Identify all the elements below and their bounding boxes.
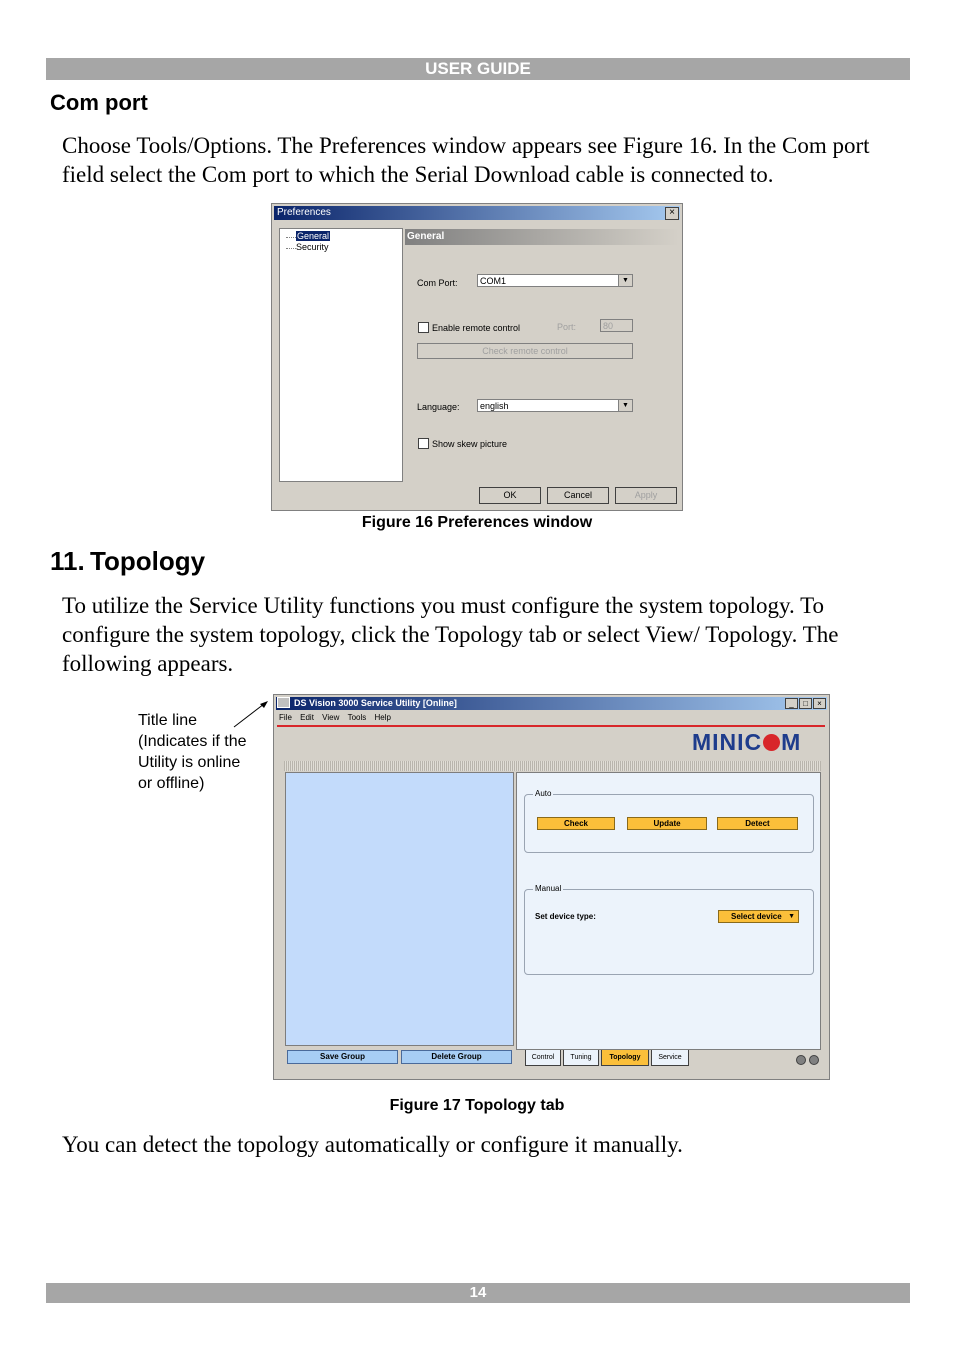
preferences-tree xyxy=(279,228,403,482)
minimize-icon[interactable]: _ xyxy=(785,698,798,709)
callout-line: (Indicates if the xyxy=(138,733,247,750)
set-device-type-label: Set device type: xyxy=(535,912,596,921)
ok-button[interactable]: OK xyxy=(479,487,541,504)
chevron-down-icon[interactable]: ▼ xyxy=(618,400,632,411)
tab-topology[interactable]: Topology xyxy=(601,1050,649,1066)
manual-group-title: Manual xyxy=(535,884,562,893)
auto-group xyxy=(524,789,814,853)
check-button[interactable]: Check xyxy=(537,817,615,830)
com-port-paragraph: Choose Tools/Options. The Preferences window appears see Figure 16. In the Com port field select the Com port to which the Serial Download cable is connected to. xyxy=(62,133,870,187)
apply-button[interactable]: Apply xyxy=(615,487,677,504)
preferences-window xyxy=(271,203,683,511)
tree-item-security[interactable]: Security xyxy=(296,242,329,252)
window-title: DS Vision 3000 Service Utility [Online] xyxy=(294,698,457,708)
tab-tuning[interactable]: Tuning xyxy=(563,1050,599,1066)
menu-file[interactable]: File xyxy=(279,713,292,722)
header-divider xyxy=(277,725,825,727)
header-bar: USER GUIDE xyxy=(46,58,910,80)
menu-edit[interactable]: Edit xyxy=(300,713,314,722)
language-value: english xyxy=(480,401,509,411)
menu-tools[interactable]: Tools xyxy=(347,713,367,722)
section-number: 11. xyxy=(50,546,85,576)
device-tree-pane[interactable] xyxy=(285,772,514,1046)
com-port-label: Com Port: xyxy=(417,278,458,288)
preferences-title-bar: Preferences xyxy=(274,206,680,220)
menu-view[interactable]: View xyxy=(322,713,340,722)
close-icon[interactable]: × xyxy=(665,207,679,220)
splitter-strip[interactable] xyxy=(284,761,821,771)
window-controls xyxy=(784,698,826,709)
callout-arrow xyxy=(230,698,272,730)
com-port-select[interactable] xyxy=(477,274,633,287)
tab-control[interactable]: Control xyxy=(525,1050,561,1066)
callout-line: Utility is online xyxy=(138,754,241,771)
check-remote-button[interactable]: Check remote control xyxy=(417,343,633,359)
language-label: Language: xyxy=(417,402,460,412)
menu-help[interactable]: Help xyxy=(374,713,391,722)
language-select[interactable] xyxy=(477,399,633,412)
page-number: 14 xyxy=(46,1283,910,1303)
minicom-logo: MINIC M xyxy=(692,729,802,755)
menu-bar xyxy=(277,712,817,724)
enable-remote-label: Enable remote control xyxy=(432,323,521,333)
cancel-button[interactable]: Cancel xyxy=(547,487,609,504)
close-icon[interactable]: × xyxy=(813,698,826,709)
enable-remote-checkbox[interactable] xyxy=(418,322,429,333)
chevron-down-icon[interactable]: ▼ xyxy=(618,275,632,286)
topology-paragraph: To utilize the Service Utility functions you must configure the system topology. To configure the system topology, click the Topology tab or select View/ Topology. The following appears. xyxy=(62,593,839,676)
maximize-icon[interactable]: □ xyxy=(799,698,812,709)
status-indicator-icon xyxy=(809,1055,819,1065)
app-icon xyxy=(277,697,290,708)
closing-paragraph: You can detect the topology automatically or configure it manually. xyxy=(62,1132,683,1157)
com-port-value: COM1 xyxy=(480,276,507,286)
ds-vision-title-bar xyxy=(276,697,827,710)
section-title: Topology xyxy=(90,546,206,576)
port-input[interactable]: 80 xyxy=(600,319,633,332)
callout-line: or offline) xyxy=(138,775,205,792)
chevron-down-icon: ▼ xyxy=(788,913,795,920)
callout-line: Title line xyxy=(138,712,197,729)
delete-group-button[interactable]: Delete Group xyxy=(401,1050,512,1064)
figure-17-caption: Figure 17 Topology tab xyxy=(389,1097,565,1114)
show-skew-label: Show skew picture xyxy=(432,439,508,449)
select-device-dropdown[interactable]: Select device ▼ xyxy=(718,910,799,923)
status-indicator-icon xyxy=(796,1055,806,1065)
figure-16-caption: Figure 16 Preferences window xyxy=(361,514,593,531)
update-button[interactable]: Update xyxy=(627,817,707,830)
manual-group xyxy=(524,884,814,975)
topology-heading xyxy=(50,546,205,577)
port-label: Port: xyxy=(557,322,577,332)
show-skew-checkbox[interactable] xyxy=(418,438,429,449)
auto-group-title: Auto xyxy=(535,789,552,798)
topology-panel xyxy=(516,772,821,1050)
detect-button[interactable]: Detect xyxy=(717,817,798,830)
com-port-heading: Com port xyxy=(50,90,148,115)
tree-item-general[interactable]: General xyxy=(297,231,330,241)
panel-title: General xyxy=(405,229,679,245)
tab-service[interactable]: Service xyxy=(651,1050,689,1066)
save-group-button[interactable]: Save Group xyxy=(287,1050,398,1064)
ds-vision-window xyxy=(273,694,830,1080)
